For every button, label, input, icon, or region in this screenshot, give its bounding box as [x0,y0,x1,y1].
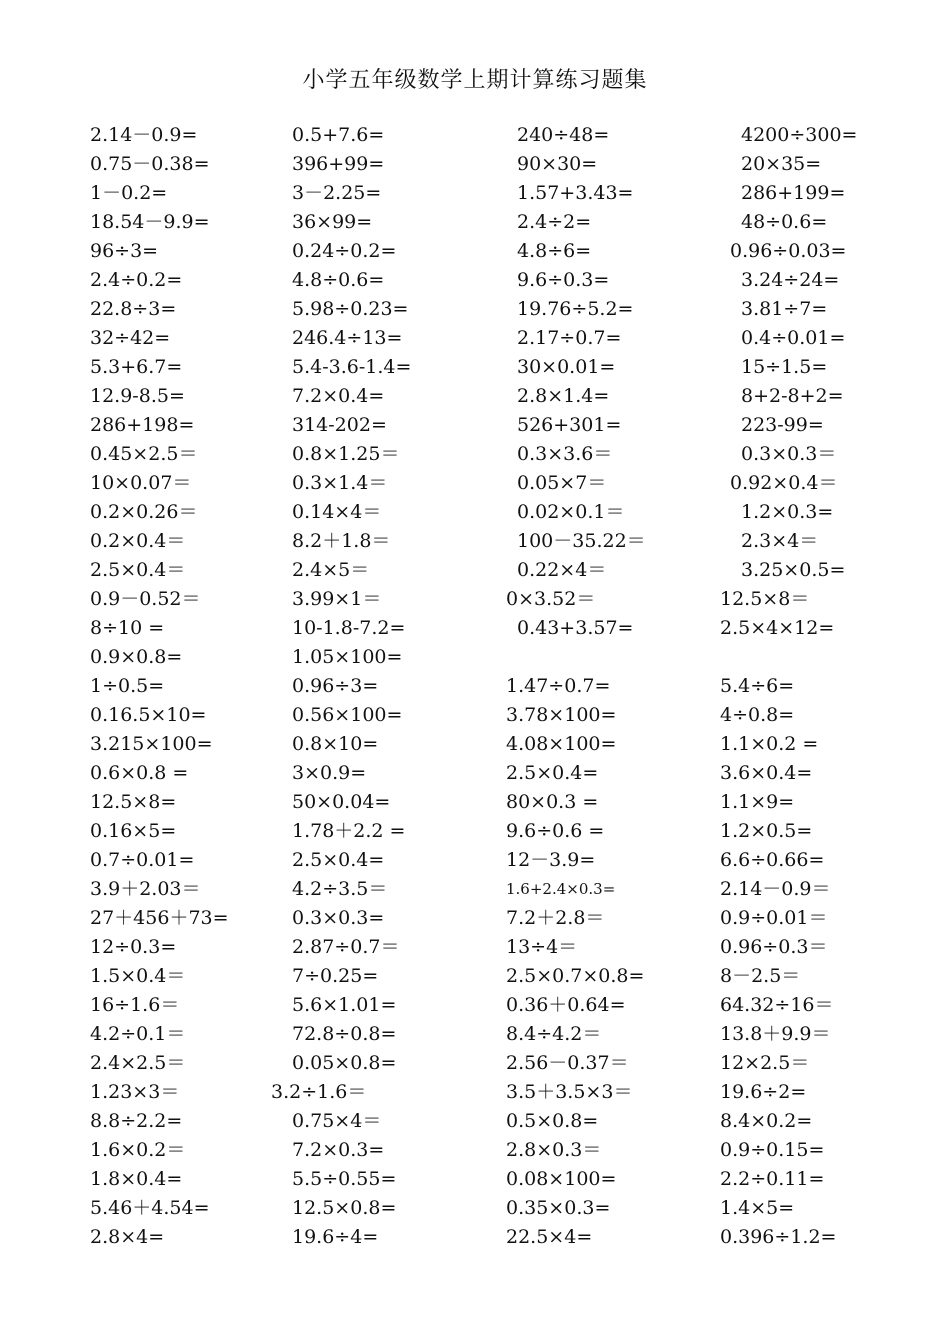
problem-item: 2.8×0.3＝ [506,1139,602,1161]
problem-item: 2.14－0.9＝ [720,878,831,900]
problem-item: 1÷0.5= [90,675,165,697]
problem-item: 0.43+3.57= [517,617,634,639]
problem-item: 0.3×3.6＝ [517,443,613,465]
problem-item: 0.75×4＝ [292,1110,382,1132]
problem-item: 0.5+7.6= [292,124,385,146]
problem-item: 7÷0.25= [292,965,379,987]
problem-item: 22.8÷3= [90,298,177,320]
problem-item: 240÷48= [517,124,610,146]
problem-item: 2.5×0.4= [292,849,385,871]
problem-item: 0.6×0.8 = [90,762,189,784]
problem-item: 20×35= [741,153,822,175]
problem-item: 3.9＋2.03＝ [90,878,201,900]
problem-item: 12.9-8.5= [90,385,185,407]
problem-item: 0.22×4＝ [517,559,607,581]
problem-item: 80×0.3 = [506,791,599,813]
problem-item: 8.4÷4.2＝ [506,1023,602,1045]
problem-item: 286+199= [741,182,846,204]
problem-item: 0.3×1.4＝ [292,472,388,494]
problem-item: 3.24÷24= [741,269,840,291]
problem-item: 27＋456＋73= [90,907,229,929]
problem-item: 13.8＋9.9＝ [720,1023,831,1045]
problem-item: 0.7÷0.01= [90,849,195,871]
problem-item: 8+2-8+2= [741,385,844,407]
problem-item: 2.8×1.4= [517,385,610,407]
problem-item: 0.2×0.4＝ [90,530,186,552]
problem-item: 3.6×0.4= [720,762,813,784]
problem-item: 5.4÷6= [720,675,795,697]
problem-item: 0.02×0.1＝ [517,501,625,523]
problem-item: 64.32÷16＝ [720,994,834,1016]
problem-item: 1.57+3.43= [517,182,634,204]
problem-item: 9.6÷0.6 = [506,820,605,842]
problem-item: 30×0.01= [517,356,616,378]
problem-item: 0.9－0.52＝ [90,588,201,610]
problem-item: 2.5×4×12= [720,617,835,639]
problem-item: 2.56－0.37＝ [506,1052,629,1074]
problem-item: 0.92×0.4＝ [730,472,838,494]
problem-item: 396+99= [292,153,385,175]
problem-item: 0.05×0.8= [292,1052,397,1074]
problem-item: 2.8×4= [90,1226,165,1248]
problem-item: 12.5×8= [90,791,177,813]
problem-item: 10×0.07＝ [90,472,192,494]
problem-item: 12.5×0.8= [292,1197,397,1219]
problem-item: 32÷42= [90,327,171,349]
problem-item: 0.08×100= [506,1168,617,1190]
problem-column-4 [720,121,950,1252]
problem-item: 90×30= [517,153,598,175]
problem-item: 8÷10 = [90,617,165,639]
problem-item: 8.8÷2.2= [90,1110,183,1132]
problem-item: 4.2÷3.5＝ [292,878,388,900]
problem-item: 2.5×0.4＝ [90,559,186,581]
problem-item: 7.2×0.4= [292,385,385,407]
problem-item: 1.6+2.4×0.3= [506,880,616,898]
problem-item: 2.4÷0.2= [90,269,183,291]
problem-item: 0.35×0.3= [506,1197,611,1219]
problem-item: 3×0.9= [292,762,367,784]
problem-item: 1.2×0.5= [720,820,813,842]
problem-item: 0.9÷0.01＝ [720,907,828,929]
problem-item [517,643,747,672]
problem-item: 0.56×100= [292,704,403,726]
problem-item: 0.4÷0.01= [741,327,846,349]
problem-item [741,643,950,672]
problem-item: 1.8×0.4= [90,1168,183,1190]
problem-item: 19.6÷2= [720,1081,807,1103]
problem-column-3 [506,121,747,1252]
problem-item: 12×2.5＝ [720,1052,810,1074]
problem-item: 5.5÷0.55= [292,1168,397,1190]
problem-item: 0.396÷1.2= [720,1226,837,1248]
problem-item: 10-1.8-7.2= [292,617,406,639]
problem-item: 1－0.2= [90,182,168,204]
problem-item: 48÷0.6= [741,211,828,233]
problem-item: 8－2.5＝ [720,965,801,987]
problem-item: 16÷1.6＝ [90,994,180,1016]
problem-item: 1.78＋2.2 = [292,820,406,842]
problem-item: 0.16×5= [90,820,177,842]
problem-item: 0.8×1.25＝ [292,443,400,465]
problem-item: 4.8÷6= [517,240,592,262]
problem-item: 0.3×0.3= [292,907,385,929]
problem-item: 0.96÷0.3＝ [720,936,828,958]
problem-item: 1.05×100= [292,646,403,668]
problem-item: 4÷0.8= [720,704,795,726]
problem-item: 12÷0.3= [90,936,177,958]
problem-item: 3－2.25= [292,182,382,204]
problem-item: 1.23×3＝ [90,1081,180,1103]
problem-item: 5.46＋4.54= [90,1197,210,1219]
problem-item: 19.6÷4= [292,1226,379,1248]
problem-item: 0.16.5×10= [90,704,207,726]
problem-column-2 [271,121,522,1252]
problem-item: 0.24÷0.2= [292,240,397,262]
problem-item: 2.17÷0.7= [517,327,622,349]
problem-item: 0.9×0.8= [90,646,183,668]
page-title: 小学五年级数学上期计算练习题集 [302,68,648,93]
problem-item: 3.99×1＝ [292,588,382,610]
problem-item: 12.5×8＝ [720,588,810,610]
problem-item: 12－3.9= [506,849,596,871]
problem-item: 1.5×0.4＝ [90,965,186,987]
problem-item: 3.2÷1.6＝ [271,1081,367,1103]
problem-item: 2.87÷0.7＝ [292,936,400,958]
problem-item: 0.5×0.8= [506,1110,599,1132]
problem-item: 223-99= [741,414,824,436]
problem-item: 2.5×0.7×0.8= [506,965,645,987]
problem-item: 96÷3= [90,240,159,262]
problem-item: 2.3×4＝ [741,530,819,552]
problem-item: 0.8×10= [292,733,379,755]
problem-item: 9.6÷0.3= [517,269,610,291]
problem-item: 0.96÷3= [292,675,379,697]
problem-item: 3.215×100= [90,733,213,755]
problem-item: 3.5＋3.5×3＝ [506,1081,633,1103]
problem-item: 18.54－9.9= [90,211,210,233]
problem-item: 2.4×5＝ [292,559,370,581]
problem-item: 2.5×0.4= [506,762,599,784]
problem-item: 2.2÷0.11= [720,1168,825,1190]
problem-item: 3.81÷7= [741,298,828,320]
problem-item: 0.14×4＝ [292,501,382,523]
problem-item: 7.2×0.3= [292,1139,385,1161]
problem-item: 2.4×2.5＝ [90,1052,186,1074]
problem-item: 6.6÷0.66= [720,849,825,871]
problem-item: 100－35.22＝ [517,530,646,552]
problem-item: 3.78×100= [506,704,617,726]
problem-item: 5.4-3.6-1.4= [292,356,412,378]
problem-item: 7.2＋2.8＝ [506,907,605,929]
problem-item: 5.98÷0.23= [292,298,409,320]
problem-item: 246.4÷13= [292,327,403,349]
problem-item: 4.8÷0.6= [292,269,385,291]
problem-item: 3.25×0.5= [741,559,846,581]
problem-item: 0.45×2.5＝ [90,443,198,465]
problem-item: 36×99= [292,211,373,233]
problem-item: 8.4×0.2= [720,1110,813,1132]
problem-item: 4.08×100= [506,733,617,755]
problem-item: 1.1×9= [720,791,795,813]
problem-item: 526+301= [517,414,622,436]
problem-item: 314-202= [292,414,387,436]
problem-item: 1.1×0.2 = [720,733,819,755]
problem-item: 1.4×5= [720,1197,795,1219]
problem-item: 0.3×0.3＝ [741,443,837,465]
problem-item: 4.2÷0.1＝ [90,1023,186,1045]
problem-item: 0×3.52＝ [506,588,596,610]
problem-item: 5.6×1.01= [292,994,397,1016]
problem-item: 8.2＋1.8＝ [292,530,391,552]
problem-item: 50×0.04= [292,791,391,813]
problem-item: 72.8÷0.8= [292,1023,397,1045]
problem-item: 0.9÷0.15= [720,1139,825,1161]
problem-item: 13÷4＝ [506,936,578,958]
problem-item: 19.76÷5.2= [517,298,634,320]
problem-item: 4200÷300= [741,124,858,146]
problem-item: 2.14－0.9= [90,124,198,146]
problem-item: 1.6×0.2＝ [90,1139,186,1161]
problem-item: 0.75－0.38= [90,153,210,175]
problem-item: 1.47÷0.7= [506,675,611,697]
problem-item: 1.2×0.3= [741,501,834,523]
problem-item: 0.96÷0.03= [730,240,847,262]
problem-item: 15÷1.5= [741,356,828,378]
problem-item: 286+198= [90,414,195,436]
problem-item: 0.36＋0.64= [506,994,626,1016]
problem-item: 5.3+6.7= [90,356,183,378]
problem-item: 0.2×0.26＝ [90,501,198,523]
problem-item: 2.4÷2= [517,211,592,233]
problem-item: 0.05×7＝ [517,472,607,494]
problem-item: 22.5×4= [506,1226,593,1248]
